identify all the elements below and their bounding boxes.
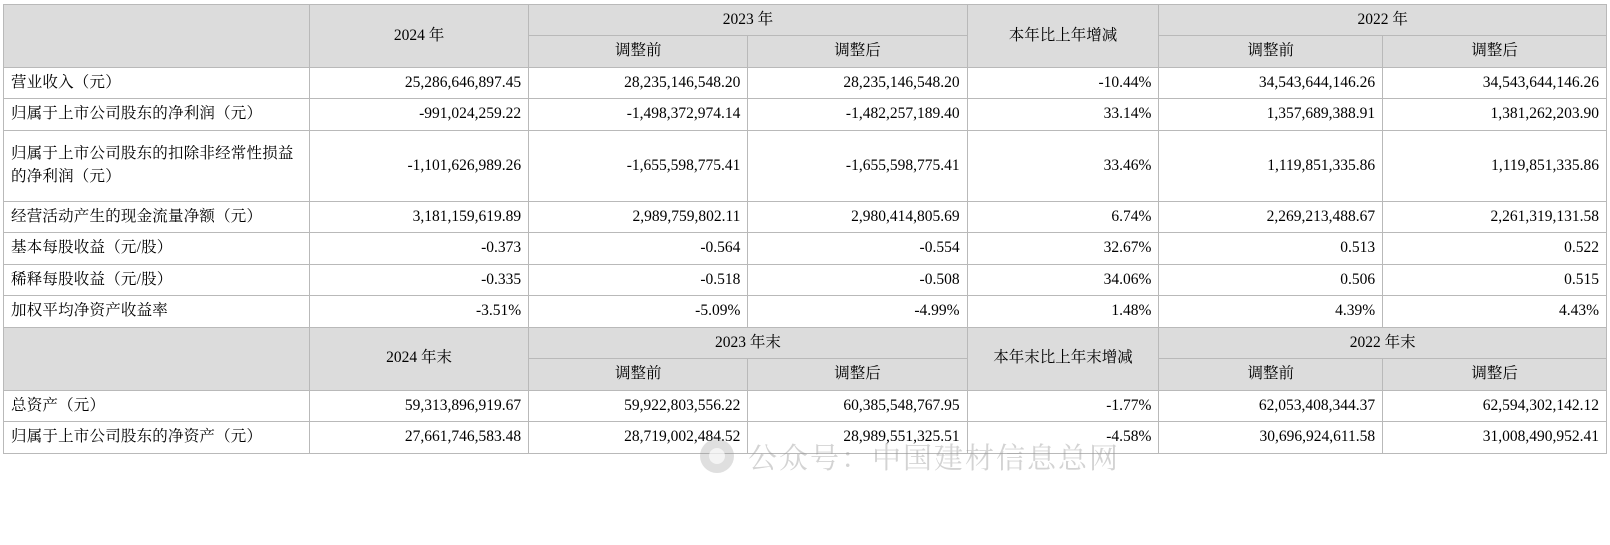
row-value: -1,498,372,974.14 [529,99,748,130]
row-value: 1,381,262,203.90 [1383,99,1607,130]
row-value: 28,989,551,325.51 [748,422,967,453]
header-year-end-change: 本年末比上年末增减 [967,327,1159,390]
row-value: -0.508 [748,264,967,295]
header-year-end-2022: 2022 年末 [1159,327,1607,358]
row-value: -0.518 [529,264,748,295]
row-value: 25,286,646,897.45 [309,67,528,98]
row-label: 归属于上市公司股东的净资产（元） [4,422,310,453]
row-value: 59,922,803,556.22 [529,390,748,421]
header-2023-before-adjust: 调整前 [529,36,748,67]
header-corner-blank-2 [4,327,310,390]
row-value: 2,269,213,488.67 [1159,201,1383,232]
table-row [4,390,1607,421]
row-value: -4.99% [748,296,967,327]
table-header-row-3 [4,327,1607,358]
row-value: 1,357,689,388.91 [1159,99,1383,130]
header-2023-end-after-adjust: 调整后 [748,359,967,390]
row-value: -1,101,626,989.26 [309,130,528,201]
header-year-2022: 2022 年 [1159,5,1607,36]
row-value: 59,313,896,919.67 [309,390,528,421]
row-label: 总资产（元） [4,390,310,421]
row-value: 4.39% [1159,296,1383,327]
row-value: 0.522 [1383,233,1607,264]
row-value: 0.515 [1383,264,1607,295]
row-value: -991,024,259.22 [309,99,528,130]
row-value: 33.46% [967,130,1159,201]
header-yoy-change: 本年比上年增减 [967,5,1159,68]
row-value: -0.373 [309,233,528,264]
row-value: 31,008,490,952.41 [1383,422,1607,453]
row-label: 加权平均净资产收益率 [4,296,310,327]
row-value: -1.77% [967,390,1159,421]
header-2022-before-adjust: 调整前 [1159,36,1383,67]
row-label: 归属于上市公司股东的扣除非经常性损益的净利润（元） [4,130,310,201]
row-label: 基本每股收益（元/股） [4,233,310,264]
row-value: 2,989,759,802.11 [529,201,748,232]
row-value: 34,543,644,146.26 [1159,67,1383,98]
row-value: -5.09% [529,296,748,327]
row-value: 33.14% [967,99,1159,130]
table-row [4,233,1607,264]
row-value: -1,482,257,189.40 [748,99,967,130]
row-value: 28,235,146,548.20 [529,67,748,98]
row-value: 0.513 [1159,233,1383,264]
table-row [4,296,1607,327]
row-value: 60,385,548,767.95 [748,390,967,421]
row-label: 营业收入（元） [4,67,310,98]
row-value: -10.44% [967,67,1159,98]
header-year-2023: 2023 年 [529,5,967,36]
row-value: 32.67% [967,233,1159,264]
row-value: -3.51% [309,296,528,327]
financial-summary-table [3,4,1607,454]
row-value: -1,655,598,775.41 [748,130,967,201]
header-2022-after-adjust: 调整后 [1383,36,1607,67]
row-label: 归属于上市公司股东的净利润（元） [4,99,310,130]
row-value: 1.48% [967,296,1159,327]
table-header-row-1 [4,5,1607,36]
header-year-end-2023: 2023 年末 [529,327,967,358]
header-corner-blank [4,5,310,68]
row-value: 2,980,414,805.69 [748,201,967,232]
row-value: 28,235,146,548.20 [748,67,967,98]
row-value: 4.43% [1383,296,1607,327]
header-year-2024: 2024 年 [309,5,528,68]
row-value: -4.58% [967,422,1159,453]
header-2022-end-before-adjust: 调整前 [1159,359,1383,390]
row-value: 62,053,408,344.37 [1159,390,1383,421]
row-label: 稀释每股收益（元/股） [4,264,310,295]
row-value: -0.554 [748,233,967,264]
row-value: 2,261,319,131.58 [1383,201,1607,232]
row-value: -1,655,598,775.41 [529,130,748,201]
header-2023-after-adjust: 调整后 [748,36,967,67]
row-value: 0.506 [1159,264,1383,295]
table-row [4,130,1607,201]
table-row [4,67,1607,98]
row-value: -0.564 [529,233,748,264]
row-value: 62,594,302,142.12 [1383,390,1607,421]
header-year-end-2024: 2024 年末 [309,327,528,390]
header-2023-end-before-adjust: 调整前 [529,359,748,390]
row-value: 28,719,002,484.52 [529,422,748,453]
row-value: 1,119,851,335.86 [1159,130,1383,201]
watermark-text: 公众号：中国建材信息总网 [748,442,1121,475]
row-value: 3,181,159,619.89 [309,201,528,232]
table-row [4,264,1607,295]
row-value: 34.06% [967,264,1159,295]
table-row [4,201,1607,232]
row-value: 30,696,924,611.58 [1159,422,1383,453]
row-value: 27,661,746,583.48 [309,422,528,453]
row-value: 6.74% [967,201,1159,232]
row-label: 经营活动产生的现金流量净额（元） [4,201,310,232]
table-row [4,422,1607,453]
row-value: 1,119,851,335.86 [1383,130,1607,201]
row-value: 34,543,644,146.26 [1383,67,1607,98]
row-value: -0.335 [309,264,528,295]
header-2022-end-after-adjust: 调整后 [1383,359,1607,390]
table-row [4,99,1607,130]
